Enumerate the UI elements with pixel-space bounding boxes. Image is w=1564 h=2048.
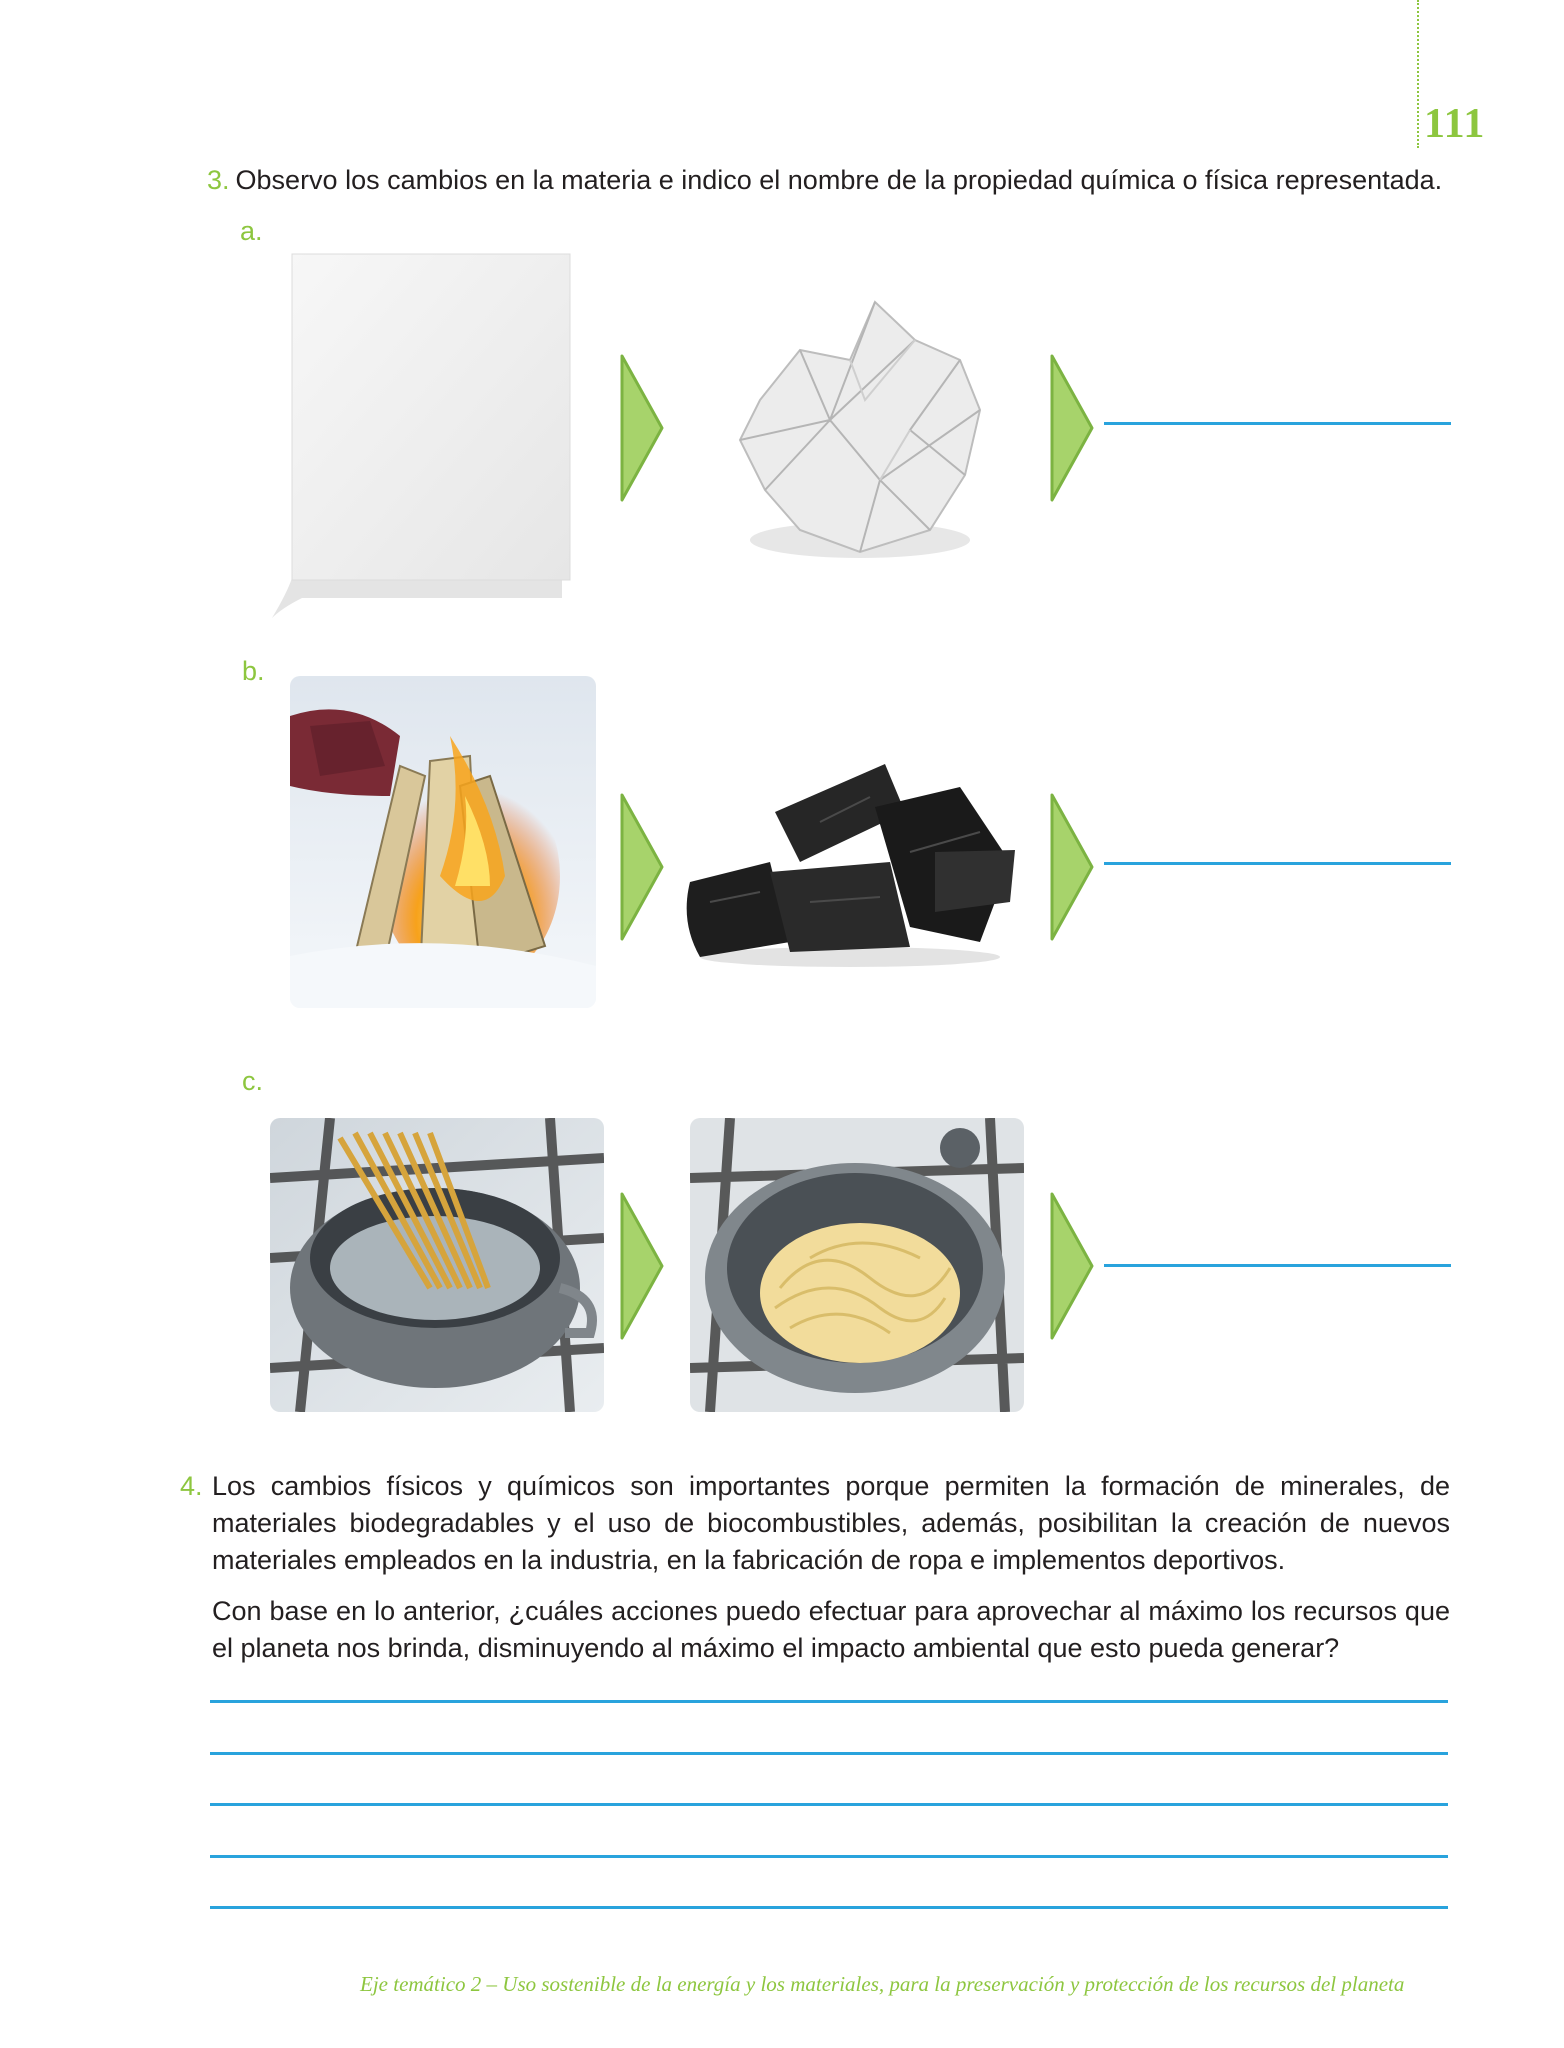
page-number: 111 xyxy=(1424,101,1486,147)
arrow-right-icon xyxy=(618,1192,666,1340)
arrow-right-icon xyxy=(1048,354,1096,502)
question-3 xyxy=(207,164,1442,196)
answer-line-a[interactable] xyxy=(1104,422,1451,425)
answer-line-q4-4[interactable] xyxy=(210,1855,1448,1858)
arrow-right-icon xyxy=(618,354,666,502)
arrow-right-icon xyxy=(618,793,666,941)
page-margin-rule xyxy=(1417,0,1419,148)
answer-line-q4-3[interactable] xyxy=(210,1803,1448,1806)
spaghetti-boiling-image xyxy=(270,1118,604,1412)
item-b-label: b. xyxy=(242,656,265,686)
crumpled-paper-image xyxy=(700,290,1010,570)
answer-line-q4-5[interactable] xyxy=(210,1906,1448,1909)
arrow-right-icon xyxy=(1048,793,1096,941)
answer-line-b[interactable] xyxy=(1104,862,1451,865)
question-3-text: Observo los cambios en la materia e indico el nombre de la propiedad química o física representada. xyxy=(235,165,1443,195)
answer-line-q4-1[interactable] xyxy=(210,1700,1448,1703)
question-4 xyxy=(180,1468,1450,1667)
cooked-spaghetti-image xyxy=(690,1118,1024,1412)
arrow-right-icon xyxy=(1048,1192,1096,1340)
blank-paper-image xyxy=(262,248,582,628)
answer-line-q4-2[interactable] xyxy=(210,1752,1448,1755)
answer-line-c[interactable] xyxy=(1104,1264,1451,1267)
question-4-number: 4. xyxy=(180,1471,203,1501)
item-a-label: a. xyxy=(240,216,263,246)
campfire-image xyxy=(290,676,596,1008)
question-4-paragraph-1: Los cambios físicos y químicos son importantes porque permiten la formación de minerales, de materiales biodegradables y el uso de biocombustibles, además, posibilitan la creación de nuevos materiales empleados en la industria, en la fabricación de ropa e implementos deportivos. xyxy=(212,1471,1450,1575)
charcoal-image xyxy=(680,752,1020,972)
page-footer: Eje temático 2 – Uso sostenible de la energía y los materiales, para la preservación y protección de los recursos del planeta xyxy=(360,1972,1405,1996)
question-3-number: 3. xyxy=(207,165,230,195)
question-4-paragraph-2: Con base en lo anterior, ¿cuáles acciones puedo efectuar para aprovechar al máximo los recursos que el planeta nos brinda, disminuyendo al máximo el impacto ambiental que esto pueda generar? xyxy=(212,1596,1450,1663)
item-c-label: c. xyxy=(242,1066,264,1096)
